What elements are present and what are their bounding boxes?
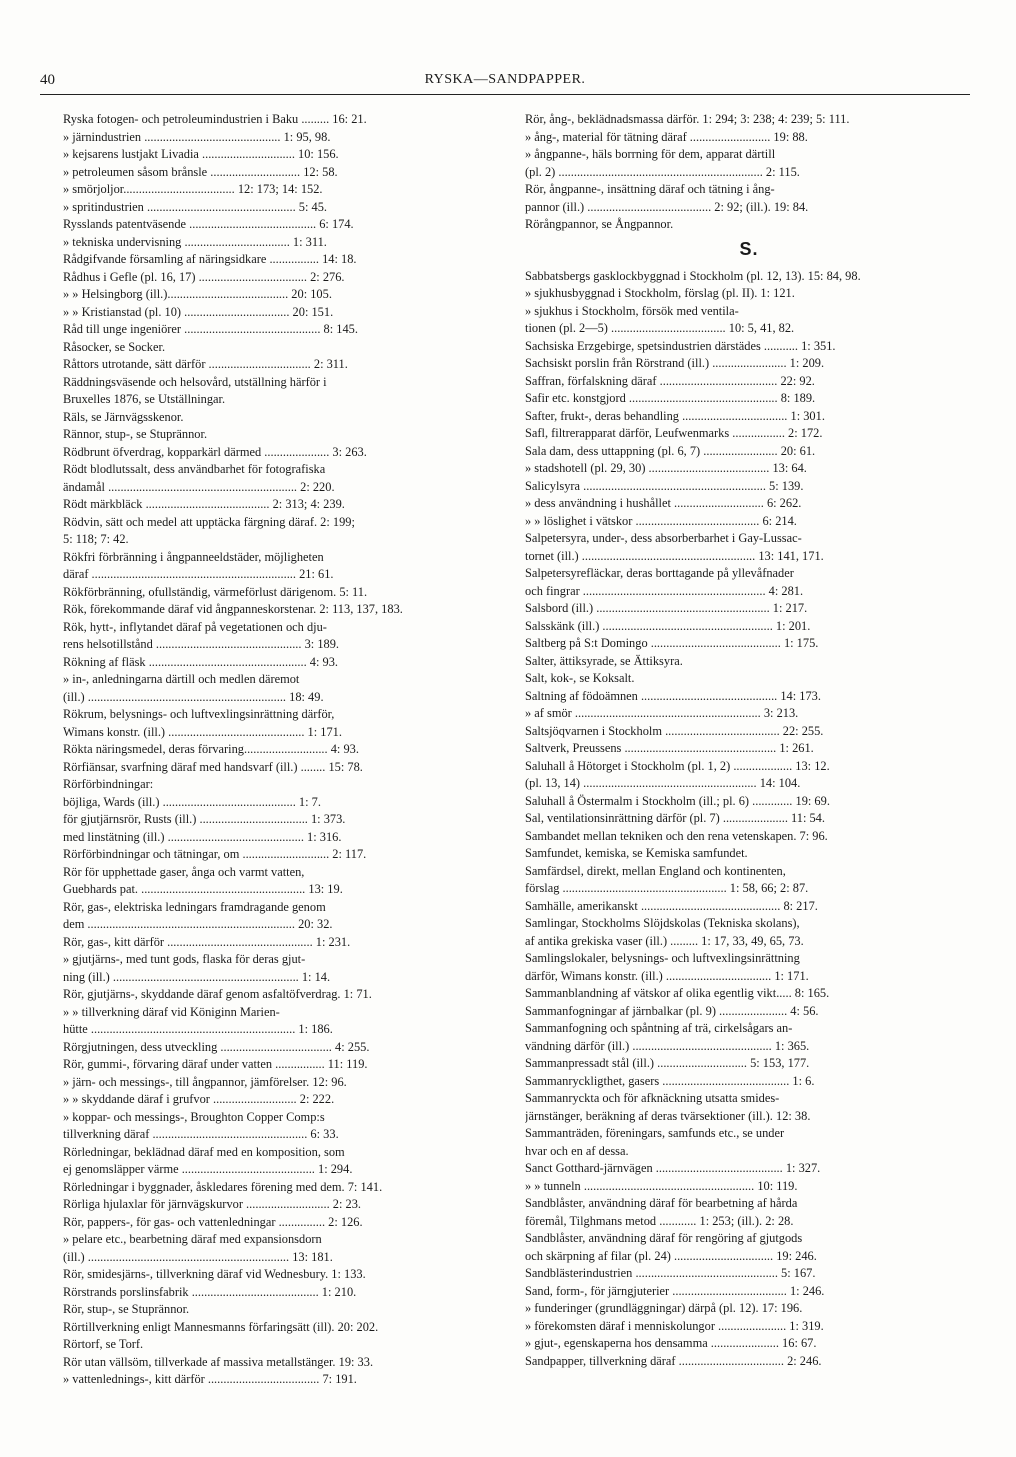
index-entry: Rör för upphettade gaser, ånga och varmt vatten, [63, 864, 305, 879]
index-entry: Rödvin, sätt och medel att upptäcka färgning däraf. 2: 199; [63, 514, 355, 529]
index-entry: » » Helsingborg (ill.)....................................... 20: 105. [63, 287, 332, 301]
index-entry: däraf .................................................................. 21: 61. [63, 567, 334, 581]
index-entry: Rör, ångpanne-, insättning däraf och tätning i ång- [525, 182, 775, 196]
index-entry: tornet (ill.) ........................................................ 13: 141, 171. [525, 548, 824, 563]
index-entry: » petroleumen såsom brånsle ............................. 12: 58. [63, 164, 338, 179]
index-entry: Safter, frukt-, deras behandling .................................. 1: 301. [525, 408, 825, 423]
index-entry: Rödt märkbläck ........................................ 2: 313; 4: 239. [63, 497, 345, 511]
index-entry: med linstätning (ill.) ............................................ 1: 316. [63, 829, 342, 844]
index-entry: Rör, gas-, elektriska ledningars framdragande genom [63, 899, 326, 914]
index-entry: Rökförbränning, ofullständig, värmeförlust därigenom. 5: 11. [63, 584, 368, 599]
index-entry: Sammanryckligthet, gasers ......................................... 1: 6. [525, 1073, 815, 1088]
index-entry: Rännor, stup-, se Stuprännor. [63, 427, 208, 441]
index-entry: » spritindustrien ................................................ 5: 45. [63, 199, 327, 214]
index-entry: Räddningsväsende och helsovård, utställning härför i [63, 374, 327, 389]
index-entry: Rök, hytt-, inflytandet däraf på vegetationen och dju- [63, 619, 327, 634]
left-column [63, 111, 511, 1389]
index-entry: Rökrum, belysnings- och luftvexlingsinrättning därför, [63, 707, 335, 721]
index-entry: Saltverk, Preussens ................................................. 1: 261. [525, 741, 814, 755]
right-entries-s [525, 268, 973, 1371]
index-entry: » pelare etc., bearbetning däraf med expansionsdorn [63, 1232, 322, 1246]
index-entry: Rödbrunt öfverdrag, kopparkärl därmed ..................... 3: 263. [63, 444, 367, 459]
index-entry: » smörjoljor.................................... 12: 173; 14: 152. [63, 182, 323, 196]
index-entry: Sand, form-, för järngjuterier ..................................... 1: 246. [525, 1283, 825, 1298]
index-entry: Sammanpressadt stål (ill.) ............................. 5: 153, 177. [525, 1056, 810, 1070]
index-entry: Sachsiskt porslin från Rörstrand (ill.) ........................ 1: 209. [525, 356, 825, 370]
index-entry: Räls, se Järnvägsskenor. [63, 409, 184, 424]
index-entry: Rörångpannor, se Ångpannor. [525, 217, 674, 231]
index-entry: (pl. 2) .................................................................. 2: 115. [525, 164, 800, 179]
running-title: RYSKA—SANDPAPPER. [424, 72, 586, 87]
index-entry: » kejsarens lustjakt Livadia .............................. 10: 156. [63, 147, 339, 161]
index-entry: Sandpapper, tillverkning däraf .................................. 2: 246. [525, 1353, 822, 1368]
index-entry: Sammanblandning af vätskor af olika egentlig vikt..... 8: 165. [525, 986, 830, 1000]
index-entry: Rökfri förbränning i ångpanneeldstäder, möjligheten [63, 549, 324, 564]
index-entry: Safl, filtrerapparat därför, Leufwenmarks ................. 2: 172. [525, 426, 823, 440]
index-entry: Rör, gas-, kitt därför ............................................... 1: 231. [63, 934, 351, 949]
index-entry: Samlingar, Stockholms Slöjdskolas (Tekniska skolans), [525, 916, 800, 930]
section-letter: S. [739, 238, 759, 259]
index-entry: » järnindustrien ............................................ 1: 95, 98. [63, 129, 331, 144]
index-entry: Rör, ång-, beklädnadsmassa därför. 1: 294; 3: 238; 4: 239; 5: 111. [525, 112, 850, 126]
index-entry: » dess användning i hushållet ............................. 6: 262. [525, 496, 802, 510]
index-entry: tillverkning däraf .................................................. 6: 33. [63, 1127, 339, 1141]
index-entry: » ångpanne-, häls borrning för dem, apparat därtill [525, 147, 776, 161]
index-entry: förslag ..................................................... 1: 58, 66; 2: 87. [525, 881, 809, 895]
index-entry: Saluhall å Hötorget i Stockholm (pl. 1, 2) ................... 13: 12. [525, 758, 830, 773]
index-entry: för gjutjärnsrör, Rusts (ill.) ................................... 1: 373. [63, 812, 346, 826]
index-entry: Rådhus i Gefle (pl. 16, 17) ................................... 2: 276. [63, 269, 345, 284]
index-entry: därför, Wimans konstr. (ill.) .................................. 1: 171. [525, 968, 809, 983]
index-entry: Ryska fotogen- och petroleumindustrien i Baku ......... 16: 21. [63, 112, 367, 126]
index-entry: Rör, pappers-, för gas- och vattenledningar ............... 2: 126. [63, 1214, 363, 1229]
index-entry: » » tillverkning däraf vid Königinn Marien- [63, 1004, 280, 1019]
index-entry: Rökta näringsmedel, deras förvaring........................... 4: 93. [63, 742, 359, 756]
index-entry: Salt, kok-, se Koksalt. [525, 671, 635, 685]
index-entry: Rökning af fläsk ................................................... 4: 93. [63, 654, 338, 669]
right-column [525, 111, 973, 1370]
index-entry: Sammanträden, föreningars, samfunds etc., se under [525, 1126, 785, 1140]
index-entry: dem ................................................................... 20: 32. [63, 917, 333, 931]
index-entry: 5: 118; 7: 42. [63, 532, 129, 546]
index-entry: Sammanfogning och spåntning af trä, cirkelsågars an- [525, 1021, 793, 1035]
index-entry: tionen (pl. 2—5) ..................................... 10: 5, 41, 82. [525, 321, 795, 335]
index-entry: » tekniska undervisning .................................. 1: 311. [63, 234, 327, 249]
index-entry: Salsskänk (ill.) ....................................................... 1: 201. [525, 618, 811, 633]
index-entry: Rörtillverkning enligt Mannesmanns förfaringsätt (ill). 20: 202. [63, 1319, 379, 1334]
index-entry: Rörförbindningar: [63, 777, 154, 791]
index-entry: Saltning af födoämnen ............................................ 14: 173. [525, 688, 821, 703]
index-entry: Rök, förekommande däraf vid ångpanneskorstenar. 2: 113, 137, 183. [63, 602, 403, 616]
index-entry: (ill.) ................................................................ 18: 49. [63, 689, 324, 704]
index-entry: Sala dam, dess uttappning (pl. 6, 7) ........................ 20: 61. [525, 443, 816, 458]
index-entry: Salsbord (ill.) ........................................................ 1: 217. [525, 601, 808, 615]
index-entry: Rör, stup-, se Stuprännor. [63, 1302, 190, 1316]
index-entry: af antika grekiska vaser (ill.) ......... 1: 17, 33, 49, 65, 73. [525, 933, 804, 948]
index-entry: Rörgjutningen, dess utveckling .................................... 4: 255. [63, 1039, 370, 1054]
right-entries-r [525, 111, 973, 234]
index-entry: Rörledningar, beklädnad däraf med en komposition, som [63, 1144, 345, 1159]
page-number: 40 [40, 72, 55, 88]
index-entry: » vattenlednings-, kitt därför .................................... 7: 191. [63, 1372, 357, 1386]
index-entry: Sandblästerindustrien .............................................. 5: 167. [525, 1266, 816, 1280]
index-entry: » » tunneln ....................................................... 10: 119. [525, 1178, 798, 1193]
index-entry: » stadshotell (pl. 29, 30) ....................................... 13: 64. [525, 461, 807, 475]
index-entry: Rysslands patentväsende ......................................... 6: 174. [63, 217, 354, 231]
index-entry: Samfärdsel, direkt, mellan England och kontinenten, [525, 863, 786, 878]
index-entry: rens helsotillstånd ............................................... 3: 189. [63, 637, 340, 651]
index-entry: Saluhall å Östermalm i Stockholm (ill.; pl. 6) ............. 19: 69. [525, 793, 830, 808]
index-entry: » förekomsten däraf i menniskolungor ...................... 1: 319. [525, 1318, 824, 1333]
index-entry: vändning därför (ill.) ............................................. 1: 365. [525, 1038, 810, 1053]
index-entry: och skärpning af filar (pl. 24) ................................ 19: 246. [525, 1248, 817, 1263]
index-entry: Saltsjöqvarnen i Stockholm ..................................... 22: 255. [525, 723, 824, 738]
index-entry: järnstänger, beräkning af deras tvärsektioner (ill.). 12: 38. [525, 1108, 811, 1123]
index-entry: Samhälle, amerikanskt ............................................. 8: 217. [525, 898, 818, 913]
index-entry: Sandblåster, användning däraf för rengöring af gjutgods [525, 1231, 803, 1245]
index-entry: Rörstrands porslinsfabrik ......................................... 1: 210. [63, 1284, 357, 1299]
index-entry: Sachsiska Erzgebirge, spetsindustrien därstädes ........... 1: 351. [525, 338, 836, 353]
index-entry: » järn- och messings-, till ångpannor, jämförelser. 12: 96. [63, 1074, 347, 1089]
index-entry: » » Kristianstad (pl. 10) .................................. 20: 151. [63, 304, 334, 319]
index-entry: Råsocker, se Socker. [63, 339, 166, 354]
index-entry: pannor (ill.) ........................................ 2: 92; (ill.). 19: 84. [525, 199, 809, 214]
index-entry: » sjukhusbyggnad i Stockholm, förslag (pl. II). 1: 121. [525, 286, 795, 300]
index-entry: hütte .................................................................. 1: 186. [63, 1022, 333, 1036]
index-entry: hvar och en af dessa. [525, 1143, 629, 1158]
index-entry: Rådgifvande församling af näringsidkare ................ 14: 18. [63, 252, 357, 266]
index-entry: föremål, Tilghmans metod ............ 1: 253; (ill.). 2: 28. [525, 1213, 794, 1228]
index-entry: Råd till unge ingeniörer ............................................ 8: 145. [63, 322, 358, 336]
index-entry: Salpetersyrefläckar, deras borttagande på yllevåfnader [525, 566, 794, 580]
index-entry: och fingrar ........................................................... 4: 281. [525, 583, 804, 598]
index-entry: Salter, ättiksyrade, se Ättiksyra. [525, 653, 683, 668]
index-entry: Rör, gummi-, förvaring däraf under vatten ................ 11: 119. [63, 1057, 368, 1071]
index-entry: Samfundet, kemiska, se Kemiska samfundet. [525, 846, 748, 860]
index-entry: Sabbatsbergs gasklockbyggnad i Stockholm (pl. 12, 13). 15: 84, 98. [525, 268, 861, 283]
index-entry: Sammanryckta och för afknäckning utsatta smides- [525, 1091, 780, 1105]
index-entry: (ill.) ................................................................. 13: 181. [63, 1249, 333, 1264]
index-entry: Rörförbindningar och tätningar, om ............................ 2: 117. [63, 847, 367, 861]
index-entry: Sammanfogningar af järnbalkar (pl. 9) ...................... 4: 56. [525, 1003, 819, 1018]
index-entry: ändamål ............................................................. 2: 220. [63, 479, 335, 494]
index-entry: (pl. 13, 14) ........................................................ 14: 104. [525, 776, 801, 790]
index-entry: Saffran, förfalskning däraf ...................................... 22: 92. [525, 373, 815, 388]
index-entry: Rörtorf, se Torf. [63, 1337, 144, 1351]
index-entry: » ång-, material för tätning däraf .......................... 19: 88. [525, 129, 808, 144]
index-entry: » af smör ............................................................ 3: 213. [525, 706, 799, 720]
index-entry: ning (ill.) ............................................................ 1: 14. [63, 969, 331, 984]
index-entry: Sandblåster, användning däraf för bearbetning af hårda [525, 1196, 798, 1210]
index-entry: Rörledningar i byggnader, åskledares förening med dem. 7: 141. [63, 1179, 383, 1194]
index-entry: Sambandet mellan tekniken och den rena vetenskapen. 7: 96. [525, 828, 828, 843]
index-entry: Wimans konstr. (ill.) ............................................ 1: 171. [63, 724, 342, 739]
index-entry: Salpetersyra, under-, dess absorberbarhet i Gay-Lussac- [525, 531, 802, 545]
index-entry: Sal, ventilationsinrättning därför (pl. 7) ..................... 11: 54. [525, 811, 825, 825]
index-entry: Salicylsyra ........................................................... 5: 139. [525, 478, 804, 493]
index-entry: Rör, smidesjärns-, tillverkning däraf vid Wednesbury. 1: 133. [63, 1267, 366, 1281]
index-entry: Rörliga hjulaxlar för järnvägskurvor ........................... 2: 23. [63, 1197, 362, 1211]
index-entry: Guebhards pat. ..................................................... 13: 19. [63, 882, 343, 896]
index-entry: Sanct Gotthard-järnvägen ......................................... 1: 327. [525, 1161, 821, 1175]
index-entry: Saltberg på S:t Domingo .......................................... 1: 175. [525, 636, 819, 650]
index-entry: » » skyddande däraf i grufvor ........................... 2: 222. [63, 1092, 335, 1106]
index-entry: » koppar- och messings-, Broughton Copper Comp:s [63, 1109, 325, 1124]
index-entry: Rödt blodlutssalt, dess användbarhet för fotografiska [63, 462, 326, 476]
index-entry: ej genomsläpper värme ........................................... 1: 294. [63, 1162, 353, 1176]
index-entry: » in-, anledningarna därtill och medlen däremot [63, 672, 300, 686]
index-entry: » gjut-, egenskaperna hos densamma ...................... 16: 67. [525, 1336, 817, 1350]
index-entry: » funderinger (grundläggningar) därpå (pl. 12). 17: 196. [525, 1301, 803, 1315]
index-entry: Rör utan vällsöm, tillverkade af massiva metallstänger. 19: 33. [63, 1354, 374, 1369]
index-entry: » gjutjärns-, med tunt gods, flaska för deras gjut- [63, 952, 306, 966]
index-entry: Rörfiänsar, svarfning däraf med handsvarf (ill.) ........ 15: 78. [63, 759, 363, 774]
page-header [40, 72, 970, 92]
header-rule [40, 94, 970, 95]
index-entry: Bruxelles 1876, se Utställningar. [63, 392, 226, 406]
index-entry: » sjukhus i Stockholm, försök med ventila- [525, 303, 739, 318]
index-entry: böjliga, Wards (ill.) ........................................... 1: 7. [63, 794, 321, 809]
index-entry: Samlingslokaler, belysnings- och luftvexlingsinrättning [525, 951, 800, 965]
index-entry: Råttors utrotande, sätt därför ................................. 2: 311. [63, 357, 348, 371]
index-entry: » » löslighet i vätskor ........................................ 6: 214. [525, 513, 797, 528]
index-entry: Safir etc. konstgjord ................................................ 8: 189. [525, 391, 816, 405]
index-entry: Rör, gjutjärns-, skyddande däraf genom asfaltöfverdrag. 1: 71. [63, 987, 372, 1001]
